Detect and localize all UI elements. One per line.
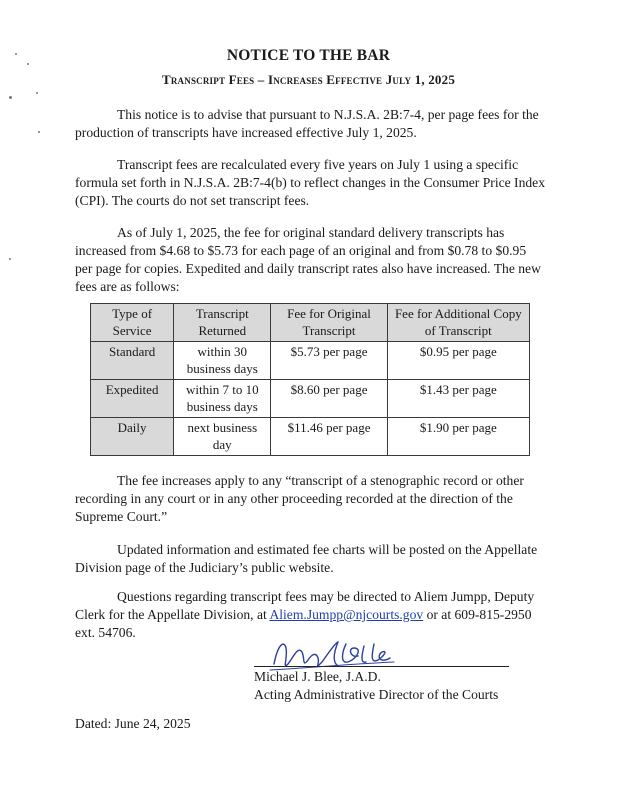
scan-speck xyxy=(38,131,40,133)
signature-line xyxy=(254,666,509,667)
header-type: Type of Service xyxy=(91,304,174,342)
fee-table xyxy=(90,303,530,456)
scan-speck xyxy=(9,258,11,260)
service-type-cell: Expedited xyxy=(91,380,174,418)
header-original-fee: Fee for Original Transcript xyxy=(271,304,387,342)
service-type-cell: Standard xyxy=(91,342,174,380)
signer-name: Michael J. Blee, J.A.D. xyxy=(254,669,381,684)
date-line: Dated: June 24, 2025 xyxy=(75,716,191,731)
table-row xyxy=(91,342,530,380)
original-fee-cell: $5.73 per page xyxy=(271,342,387,380)
fee-change-paragraph: As of July 1, 2025, the fee for original standard delivery transcripts has increased from $4.68 to $5.73 for each page of an original and from $0.78 to $0.95 per page for copies. Expedited and daily transcript rates also have increased. The new fees are as follows: xyxy=(75,225,541,294)
website-paragraph: Updated information and estimated fee charts will be posted on the Appellate Division page of the Judiciary’s public website. xyxy=(75,542,538,575)
copy-fee-cell: $1.90 per page xyxy=(387,418,529,456)
table-row xyxy=(91,418,530,456)
page-title: NOTICE TO THE BAR xyxy=(226,47,391,64)
copy-fee-cell: $0.95 per page xyxy=(387,342,529,380)
header-returned: Transcript Returned xyxy=(174,304,271,342)
signature-block xyxy=(254,668,498,704)
scope-paragraph: The fee increases apply to any “transcript of a stenographic record or other recording in any court or in any other proceeding recorded at the direction of the Supreme Court.” xyxy=(75,473,524,524)
service-type-cell: Daily xyxy=(91,418,174,456)
cpi-paragraph: Transcript fees are recalculated every five years on July 1 using a specific formula set forth in N.J.S.A. 2B:7-4(b) to reflect changes in the Consumer Price Index (CPI). The courts do not set transcript fees. xyxy=(75,157,546,208)
original-fee-cell: $8.60 per page xyxy=(271,380,387,418)
contact-text: Questions regarding transcript fees may be directed to Aliem Jumpp, Deputy Clerk for the Appellate Division, at xyxy=(75,589,535,622)
signer-title: Acting Administrative Director of the Courts xyxy=(254,687,499,702)
scan-speck xyxy=(36,92,38,94)
returned-cell: next business day xyxy=(174,418,271,456)
original-fee-cell: $11.46 per page xyxy=(271,418,387,456)
header-copy-fee: Fee for Additional Copy of Transcript xyxy=(387,304,529,342)
notice-paragraph: This notice is to advise that pursuant to N.J.S.A. 2B:7-4, per page fees for the production of transcripts have increased effective July 1, 2025. xyxy=(75,107,539,140)
table-row xyxy=(91,380,530,418)
page-subtitle: Transcript Fees – Increases Effective July 1, 2025 xyxy=(161,72,456,87)
returned-cell: within 30 business days xyxy=(174,342,271,380)
copy-fee-cell: $1.43 per page xyxy=(387,380,529,418)
contact-phone-text: or at 609-815-2950 ext. 54706. xyxy=(75,607,532,640)
scan-speck xyxy=(9,96,12,99)
returned-cell: within 7 to 10 business days xyxy=(174,380,271,418)
contact-email-link[interactable]: Aliem.Jumpp@njcourts.gov xyxy=(269,607,424,622)
fee-table-header-row xyxy=(91,304,530,342)
